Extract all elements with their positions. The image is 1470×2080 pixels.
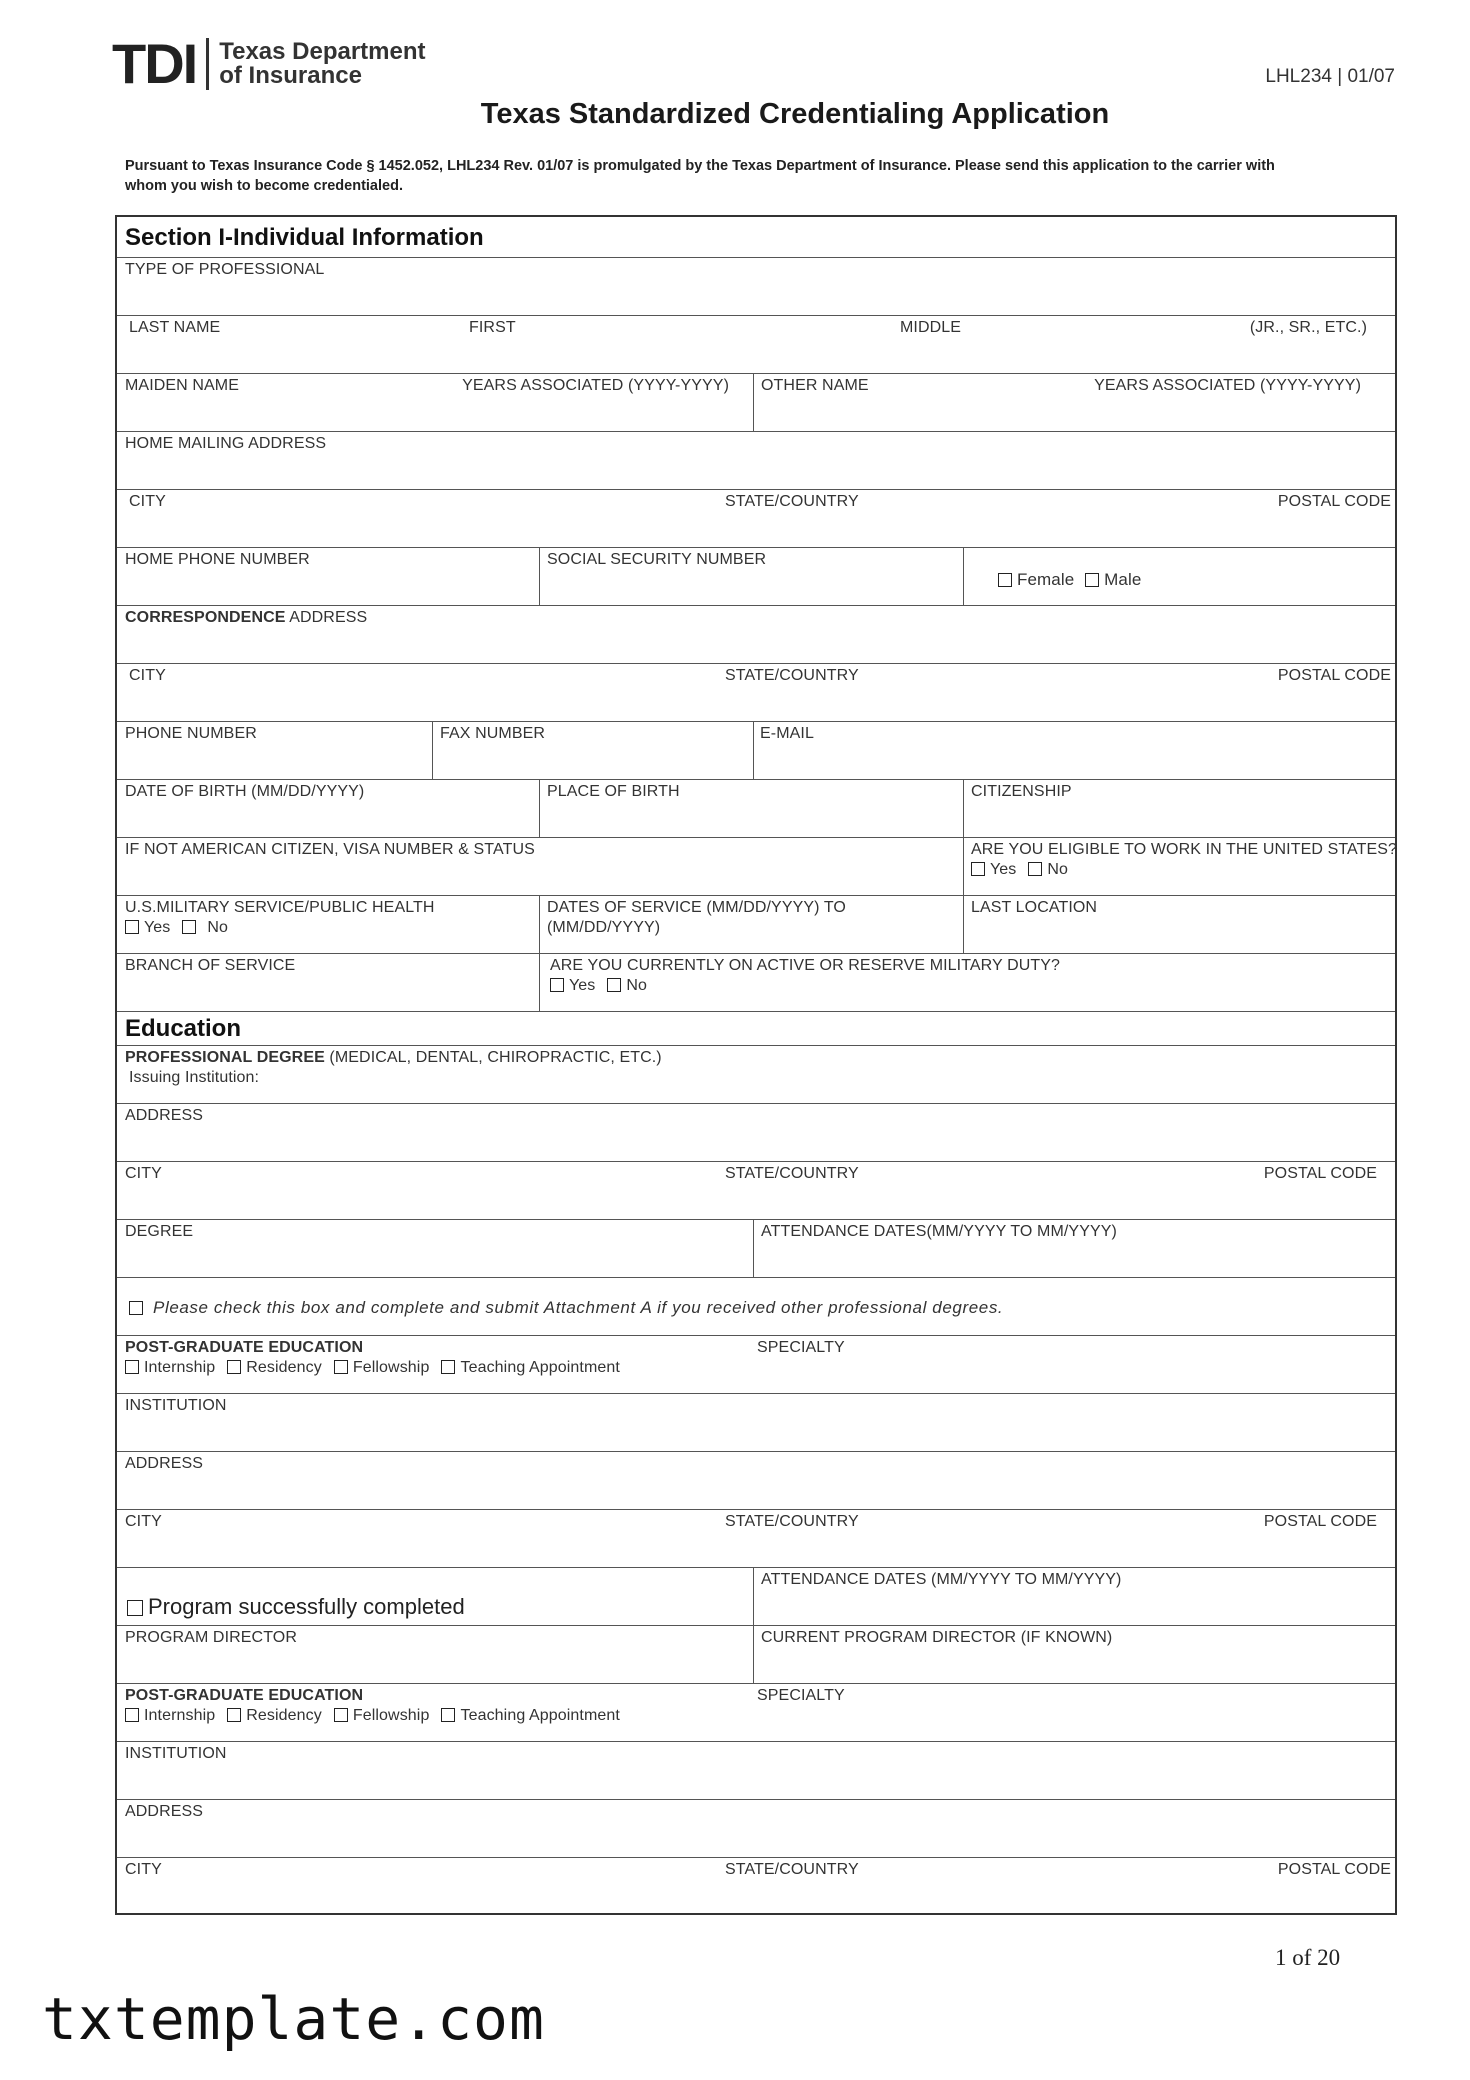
place-of-birth-label: PLACE OF BIRTH	[547, 783, 680, 800]
suffix-label: (JR., SR., ETC.)	[1249, 319, 1367, 336]
postgrad-2-city-row[interactable]	[117, 1857, 1395, 1913]
dates-of-service-label-2: (MM/DD/YYYY)	[547, 919, 661, 936]
dob-field[interactable]	[117, 780, 539, 837]
correspondence-address-field[interactable]	[117, 605, 1395, 663]
name-row	[117, 315, 1395, 373]
state-country-label: STATE/COUNTRY	[725, 1861, 859, 1878]
military-cell	[117, 896, 539, 953]
active-duty-label: ARE YOU CURRENTLY ON ACTIVE OR RESERVE MILITARY DUTY?	[550, 957, 1061, 974]
city-label: CITY	[125, 1165, 162, 1182]
postgrad-2-internship-checkbox[interactable]	[125, 1708, 139, 1722]
active-duty-yes-checkbox[interactable]	[550, 978, 564, 992]
home-phone-field[interactable]	[117, 548, 539, 605]
years-associated-2-label: YEARS ASSOCIATED (YYYY-YYYY)	[1094, 377, 1361, 394]
dates-of-service-field[interactable]	[539, 896, 963, 953]
state-country-label: STATE/COUNTRY	[725, 1513, 859, 1530]
completed-label: Program successfully completed	[148, 1594, 465, 1619]
correspondence-address-label	[125, 609, 367, 627]
prof-degree-rest: (MEDICAL, DENTAL, CHIROPRACTIC, ETC.)	[324, 1049, 662, 1066]
type-of-professional-field[interactable]	[117, 257, 1395, 315]
other-degrees-text: Please check this box and complete and submit Attachment A if you received other professional degrees.	[153, 1298, 1004, 1317]
application-form	[115, 215, 1397, 1915]
postgrad-2-institution-label: INSTITUTION	[125, 1745, 227, 1762]
postgrad-1-residency-label: Residency	[246, 1359, 322, 1376]
degree-row	[117, 1219, 1395, 1277]
eligible-label: ARE YOU ELIGIBLE TO WORK IN THE UNITED STATES?	[971, 841, 1398, 858]
postgrad-2-residency-checkbox[interactable]	[227, 1708, 241, 1722]
postgrad-2-address-field[interactable]	[117, 1799, 1395, 1857]
postgrad-1-internship-label: Internship	[144, 1359, 216, 1376]
postal-code-label: POSTAL CODE	[1277, 667, 1391, 684]
eligible-no-checkbox[interactable]	[1028, 862, 1042, 876]
postgrad-2-teaching-label: Teaching Appointment	[460, 1707, 620, 1724]
postal-code-label: POSTAL CODE	[1263, 1513, 1377, 1530]
military-no-checkbox[interactable]	[182, 920, 196, 934]
postgrad-1-institution-field[interactable]	[117, 1393, 1395, 1451]
program-director-field[interactable]	[117, 1626, 753, 1683]
page-title: Texas Standardized Credentialing Application	[480, 98, 1110, 130]
postgrad-2-options	[125, 1707, 620, 1725]
correspondence-rest: ADDRESS	[285, 609, 368, 626]
home-phone-label: HOME PHONE NUMBER	[125, 551, 310, 568]
postgrad-1-specialty-label: SPECIALTY	[757, 1339, 845, 1356]
ssn-label: SOCIAL SECURITY NUMBER	[547, 551, 767, 568]
section1-title: Section I-Individual Information	[125, 224, 484, 251]
other-degrees-note	[129, 1298, 1003, 1318]
fax-label: FAX NUMBER	[440, 725, 546, 742]
logo-line2: of Insurance	[219, 62, 362, 89]
city-label: CITY	[125, 1861, 162, 1878]
city-label: CITY	[129, 493, 166, 510]
type-of-professional-label: TYPE OF PROFESSIONAL	[125, 261, 325, 278]
postgrad-1-title: POST-GRADUATE EDUCATION	[125, 1339, 364, 1356]
postgrad-1-city-row[interactable]	[117, 1509, 1395, 1567]
branch-label: BRANCH OF SERVICE	[125, 957, 296, 974]
email-label: E-MAIL	[760, 725, 814, 742]
completed-option	[127, 1594, 465, 1620]
active-duty-options	[550, 977, 647, 995]
active-duty-no-checkbox[interactable]	[607, 978, 621, 992]
eligible-options	[971, 861, 1068, 879]
dates-of-service-label-1: DATES OF SERVICE (MM/DD/YYYY) TO	[547, 899, 846, 916]
postgrad-1-institution-label: INSTITUTION	[125, 1397, 227, 1414]
eligible-no-label: No	[1047, 861, 1069, 878]
last-location-label: LAST LOCATION	[971, 899, 1098, 916]
education-address-label: ADDRESS	[125, 1107, 204, 1124]
logo-line1: Texas Department	[219, 38, 426, 65]
professional-degree-label	[125, 1049, 662, 1067]
place-of-birth-field[interactable]	[539, 780, 963, 837]
postgrad-1-type-row	[117, 1335, 1395, 1393]
postgrad-2-fellowship-label: Fellowship	[352, 1707, 430, 1724]
military-yes-label: Yes	[144, 919, 171, 936]
page-number: 1 of 20	[1275, 1945, 1341, 1970]
prof-degree-bold: PROFESSIONAL DEGREE	[125, 1049, 325, 1066]
postgrad-1-internship-checkbox[interactable]	[125, 1360, 139, 1374]
issuing-institution-label: Issuing Institution:	[129, 1069, 260, 1086]
postgrad-1-address-field[interactable]	[117, 1451, 1395, 1509]
education-header	[117, 1011, 1395, 1045]
tdi-logo	[112, 34, 426, 94]
postgrad-2-residency-label: Residency	[246, 1707, 322, 1724]
gender-cell	[963, 548, 1395, 605]
eligible-yes-checkbox[interactable]	[971, 862, 985, 876]
female-label: Female	[1017, 570, 1075, 589]
form-id: LHL234 | 01/07	[1265, 66, 1395, 87]
postgrad-2-specialty-label: SPECIALTY	[757, 1687, 845, 1704]
citizenship-field[interactable]	[963, 780, 1395, 837]
postgrad-2-address-label: ADDRESS	[125, 1803, 204, 1820]
years-associated-1-label: YEARS ASSOCIATED (YYYY-YYYY)	[462, 377, 729, 394]
male-checkbox[interactable]	[1085, 573, 1099, 587]
attendance-field[interactable]	[753, 1220, 1395, 1277]
dob-label: DATE OF BIRTH (MM/DD/YYYY)	[125, 783, 365, 800]
fax-field[interactable]	[432, 722, 753, 779]
attendance-label: ATTENDANCE DATES(MM/YYYY TO MM/YYYY)	[761, 1223, 1117, 1240]
postgrad-2-fellowship-checkbox[interactable]	[334, 1708, 348, 1722]
gender-options	[998, 570, 1141, 590]
section1-header	[117, 217, 1395, 257]
visa-row	[117, 837, 1398, 895]
phone-field[interactable]	[117, 722, 432, 779]
birth-row	[117, 779, 1395, 837]
military-yes-checkbox[interactable]	[125, 920, 139, 934]
branch-field[interactable]	[117, 954, 539, 1011]
visa-label: IF NOT AMERICAN CITIZEN, VISA NUMBER & STATUS	[125, 841, 535, 858]
other-name-field[interactable]	[753, 374, 1395, 431]
postgrad-1-teaching-label: Teaching Appointment	[460, 1359, 620, 1376]
email-field[interactable]	[753, 722, 1395, 779]
program-director-label: PROGRAM DIRECTOR	[125, 1629, 297, 1646]
citizenship-label: CITIZENSHIP	[971, 783, 1072, 800]
correspondence-bold: CORRESPONDENCE	[125, 609, 286, 626]
contact-row	[117, 721, 1395, 779]
city-label: CITY	[129, 667, 166, 684]
postgrad-1-attendance-field[interactable]	[753, 1568, 1395, 1625]
middle-name-label: MIDDLE	[900, 319, 962, 336]
current-director-label: CURRENT PROGRAM DIRECTOR (IF KNOWN)	[761, 1629, 1113, 1646]
postgrad-2-type-row	[117, 1683, 1395, 1741]
postgrad-1-address-label: ADDRESS	[125, 1455, 204, 1472]
postgrad-2-institution-field[interactable]	[117, 1741, 1395, 1799]
program-director-row	[117, 1625, 1395, 1683]
home-address-field[interactable]	[117, 431, 1395, 489]
postgrad-2-internship-label: Internship	[144, 1707, 216, 1724]
postal-code-label: POSTAL CODE	[1263, 1165, 1377, 1182]
last-name-label: LAST NAME	[129, 319, 221, 336]
phone-ssn-row	[117, 547, 1395, 605]
active-duty-yes-label: Yes	[569, 977, 596, 994]
postgrad-1-options	[125, 1359, 620, 1377]
maiden-name-label: MAIDEN NAME	[125, 377, 239, 394]
last-location-field[interactable]	[963, 896, 1395, 953]
home-city-row[interactable]	[117, 489, 1395, 547]
education-city-row[interactable]	[117, 1161, 1395, 1219]
city-label: CITY	[125, 1513, 162, 1530]
military-row	[117, 895, 1395, 953]
professional-degree-field[interactable]	[117, 1045, 1395, 1103]
watermark: txtemplate.com	[42, 1985, 545, 2053]
logo-text	[219, 40, 425, 88]
eligible-yes-label: Yes	[990, 861, 1017, 878]
first-name-label: FIRST	[469, 319, 516, 336]
logo-divider	[206, 38, 209, 90]
logo-mark: TDI	[112, 32, 197, 95]
active-duty-no-label: No	[626, 977, 648, 994]
state-country-label: STATE/COUNTRY	[725, 667, 859, 684]
postgrad-1-completion-row	[117, 1567, 1395, 1625]
female-checkbox[interactable]	[998, 573, 1012, 587]
postgrad-2-title: POST-GRADUATE EDUCATION	[125, 1687, 364, 1704]
postgrad-1-fellowship-checkbox[interactable]	[334, 1360, 348, 1374]
postgrad-1-teaching-checkbox[interactable]	[441, 1360, 455, 1374]
correspondence-city-row[interactable]	[117, 663, 1395, 721]
state-country-label: STATE/COUNTRY	[725, 1165, 859, 1182]
ssn-field[interactable]	[539, 548, 963, 605]
phone-label: PHONE NUMBER	[125, 725, 257, 742]
degree-label: DEGREE	[125, 1223, 194, 1240]
other-name-label: OTHER NAME	[761, 377, 869, 394]
male-label: Male	[1104, 570, 1142, 589]
postgrad-2-teaching-checkbox[interactable]	[441, 1708, 455, 1722]
completed-checkbox[interactable]	[127, 1600, 143, 1616]
completed-cell	[117, 1568, 753, 1625]
other-degrees-checkbox[interactable]	[129, 1301, 143, 1315]
preamble: Pursuant to Texas Insurance Code § 1452.052, LHL234 Rev. 01/07 is promulgated by the Texas Department of Insurance. Please send this application to the carrier with whom you wish to become credentialed.	[125, 158, 1275, 194]
military-no-label: No	[207, 919, 229, 936]
education-title: Education	[125, 1015, 242, 1042]
home-address-label: HOME MAILING ADDRESS	[125, 435, 327, 452]
current-director-field[interactable]	[753, 1626, 1395, 1683]
education-address-field[interactable]	[117, 1103, 1395, 1161]
postgrad-1-fellowship-label: Fellowship	[352, 1359, 430, 1376]
branch-row	[117, 953, 1395, 1011]
postal-code-label: POSTAL CODE	[1277, 493, 1391, 510]
other-names-row	[117, 373, 1395, 431]
state-country-label: STATE/COUNTRY	[725, 493, 859, 510]
other-degrees-row	[117, 1277, 1395, 1335]
visa-field[interactable]	[117, 838, 963, 895]
military-options	[125, 919, 228, 937]
postgrad-1-attendance-label: ATTENDANCE DATES (MM/YYYY TO MM/YYYY)	[761, 1571, 1122, 1588]
postgrad-1-residency-checkbox[interactable]	[227, 1360, 241, 1374]
military-label: U.S.MILITARY SERVICE/PUBLIC HEALTH	[125, 899, 435, 916]
eligible-cell	[963, 838, 1398, 895]
active-duty-cell	[539, 954, 1395, 1011]
degree-field[interactable]	[117, 1220, 753, 1277]
postal-code-label: POSTAL CODE	[1277, 1861, 1391, 1878]
maiden-name-field[interactable]	[117, 374, 753, 431]
